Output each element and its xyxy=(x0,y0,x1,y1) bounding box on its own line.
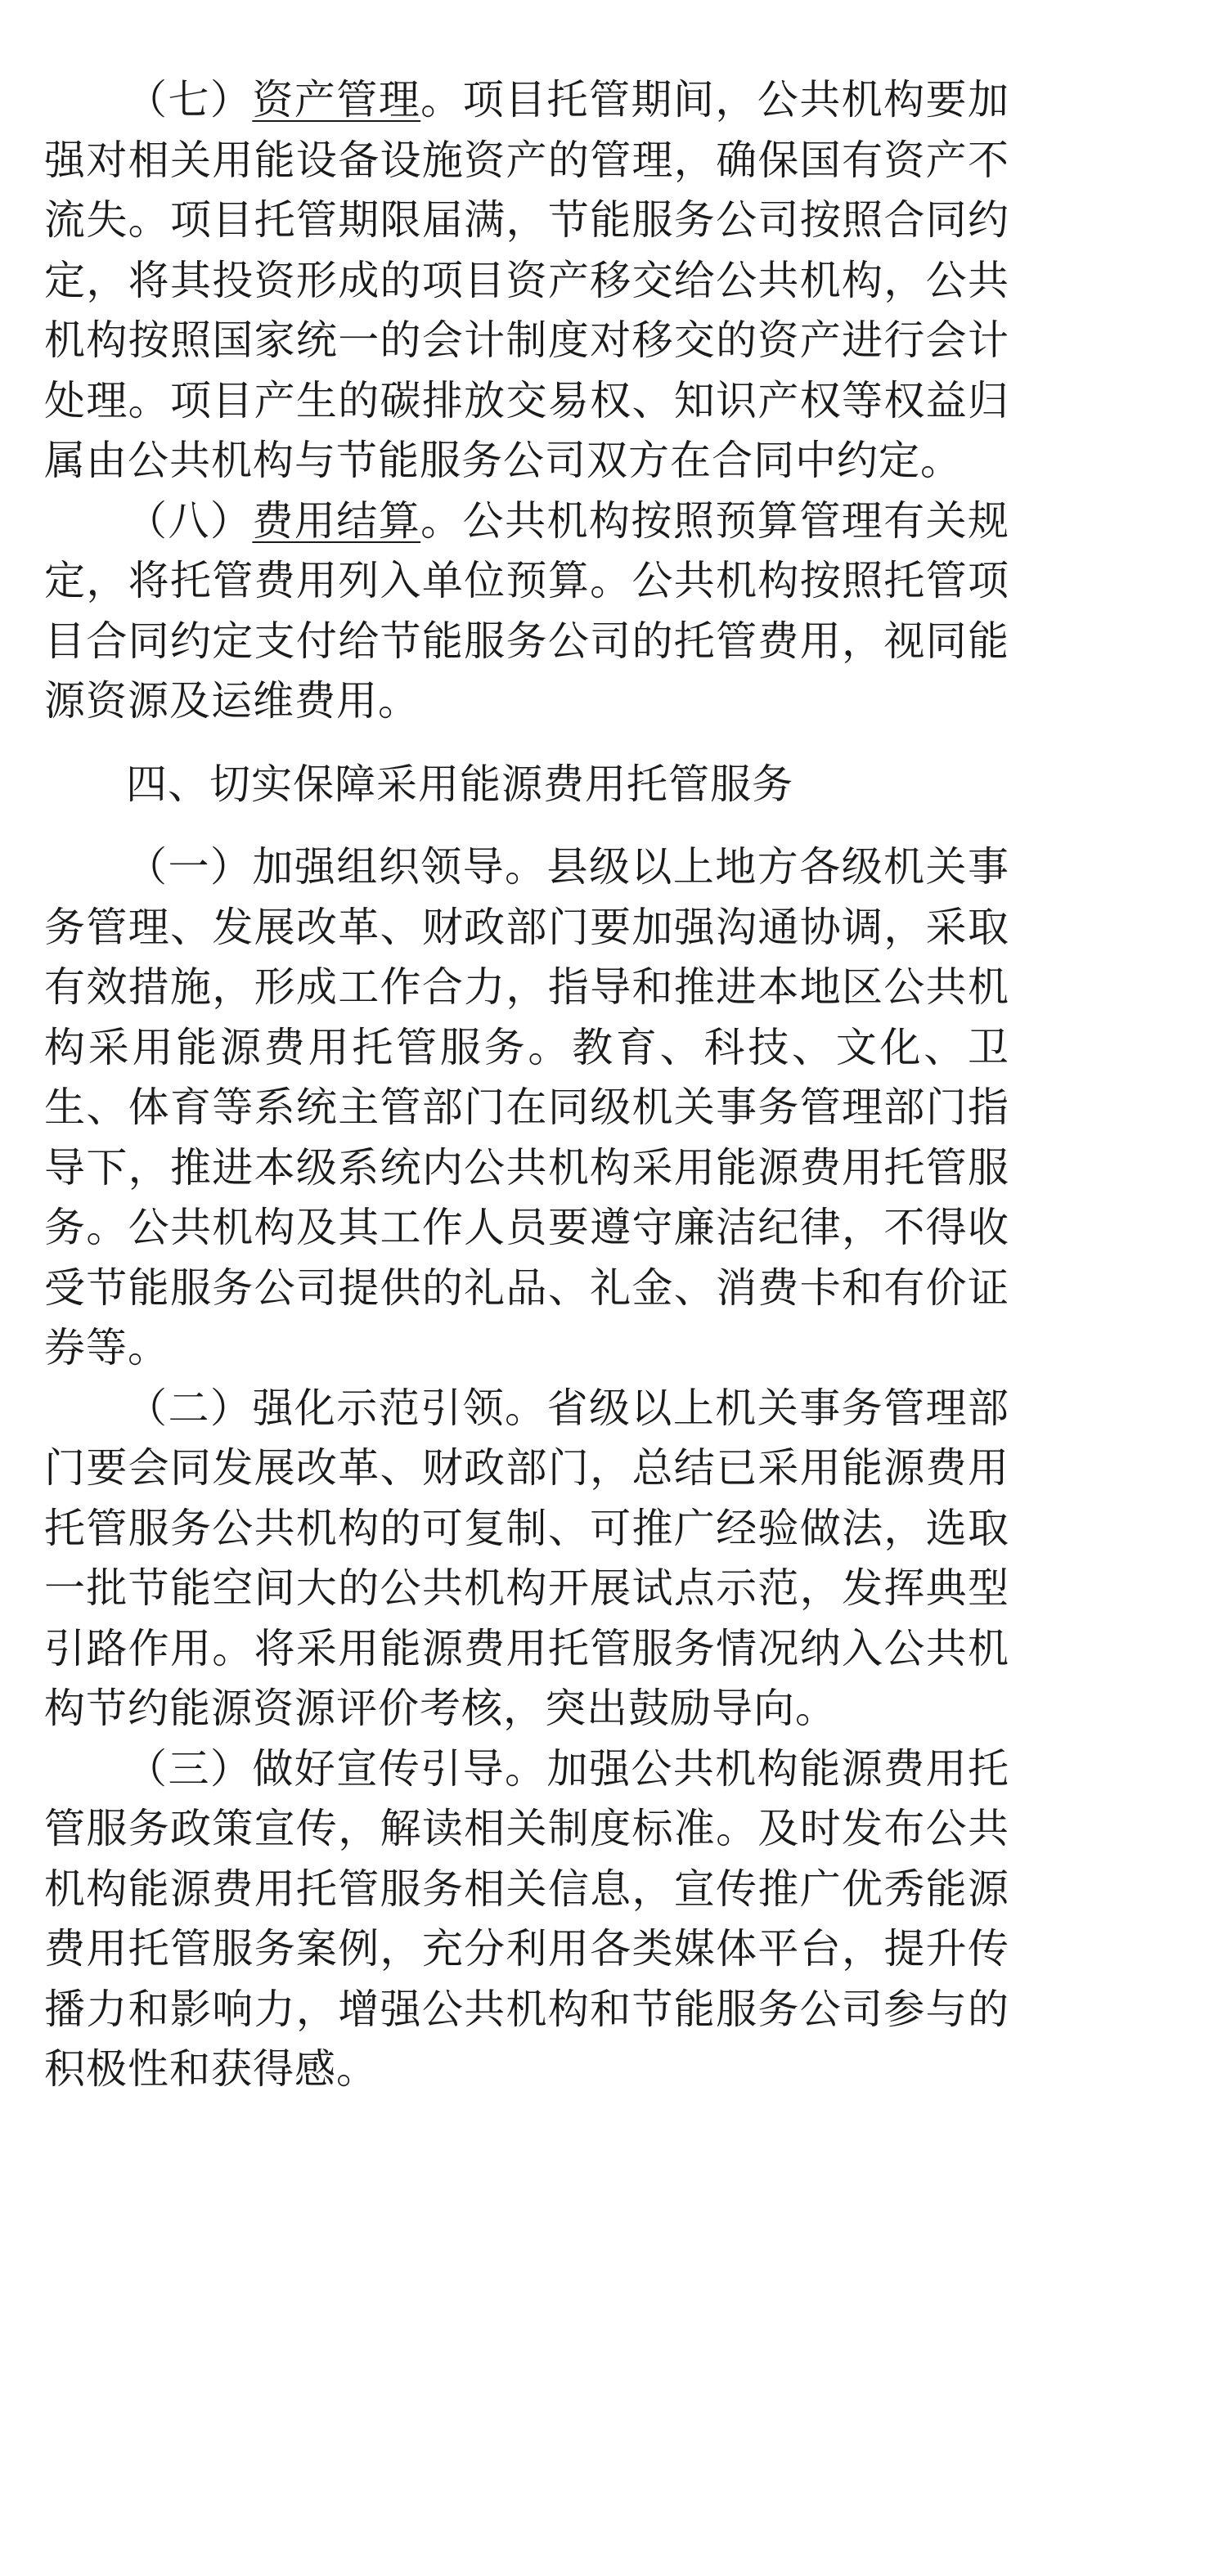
paragraph-demonstration: （二）强化示范引领。省级以上机关事务管理部门要会同发展改革、财政部门，总结已采用能源费用托管服务公共机构的可复制、可推广经验做法，选取一批节能空间大的公共机构开展试点示范，发挥典型引路作用。将采用能源费用托管服务情况纳入公共机构节约能源资源评价考核，突出鼓励导向。 xyxy=(44,1384,1009,1732)
paragraph-body: 。项目托管期间，公共机构要加强对相关用能设备设施资产的管理，确保国有资产不流失。项目托管期限届满，节能服务公司按照合同约定，将其投资形成的项目资产移交给公共机构，公共机构按照国家统一的会计制度对移交的资产进行会计处理。项目产生的碳排放交易权、知识产权等权益归属由公共机构与节能服务公司双方在合同中约定。 xyxy=(44,76,1010,484)
paragraph-asset-management xyxy=(44,70,1009,491)
section-heading-four: 四、切实保障采用能源费用托管服务 xyxy=(126,760,793,808)
paragraph-body: 。公共机构按照预算管理有关规定，将托管费用列入单位预算。公共机构按照托管项目合同约定支付给节能服务公司的托管费用，视同能源资源及运维费用。 xyxy=(44,496,1010,725)
underlined-lead-asset-management: 资产管理 xyxy=(252,76,421,123)
paragraph-publicity: （三）做好宣传引导。加强公共机构能源费用托管服务政策宣传，解读相关制度标准。及时发布公共机构能源费用托管服务相关信息，宣传推广优秀能源费用托管服务案例，充分利用各类媒体平台，提升传播力和影响力，增强公共机构和节能服务公司参与的积极性和获得感。 xyxy=(44,1744,1009,2093)
paragraph-prefix: （七） xyxy=(126,76,253,123)
paragraph-prefix: （八） xyxy=(126,496,253,545)
document-page xyxy=(44,70,1009,2100)
paragraph-fee-settlement xyxy=(44,491,1009,732)
underlined-lead-fee-settlement: 费用结算 xyxy=(252,496,421,545)
paragraph-organization-leadership: （一）加强组织领导。县级以上地方各级机关事务管理、发展改革、财政部门要加强沟通协调，采取有效措施，形成工作合力，指导和推进本地区公共机构采用能源费用托管服务。教育、科技、文化、卫生、体育等系统主管部门在同级机关事务管理部门指导下，推进本级系统内公共机构采用能源费用托管服务。公共机构及其工作人员要遵守廉洁纪律，不得收受节能服务公司提供的礼品、礼金、消费卡和有价证券等。 xyxy=(44,843,1009,1371)
